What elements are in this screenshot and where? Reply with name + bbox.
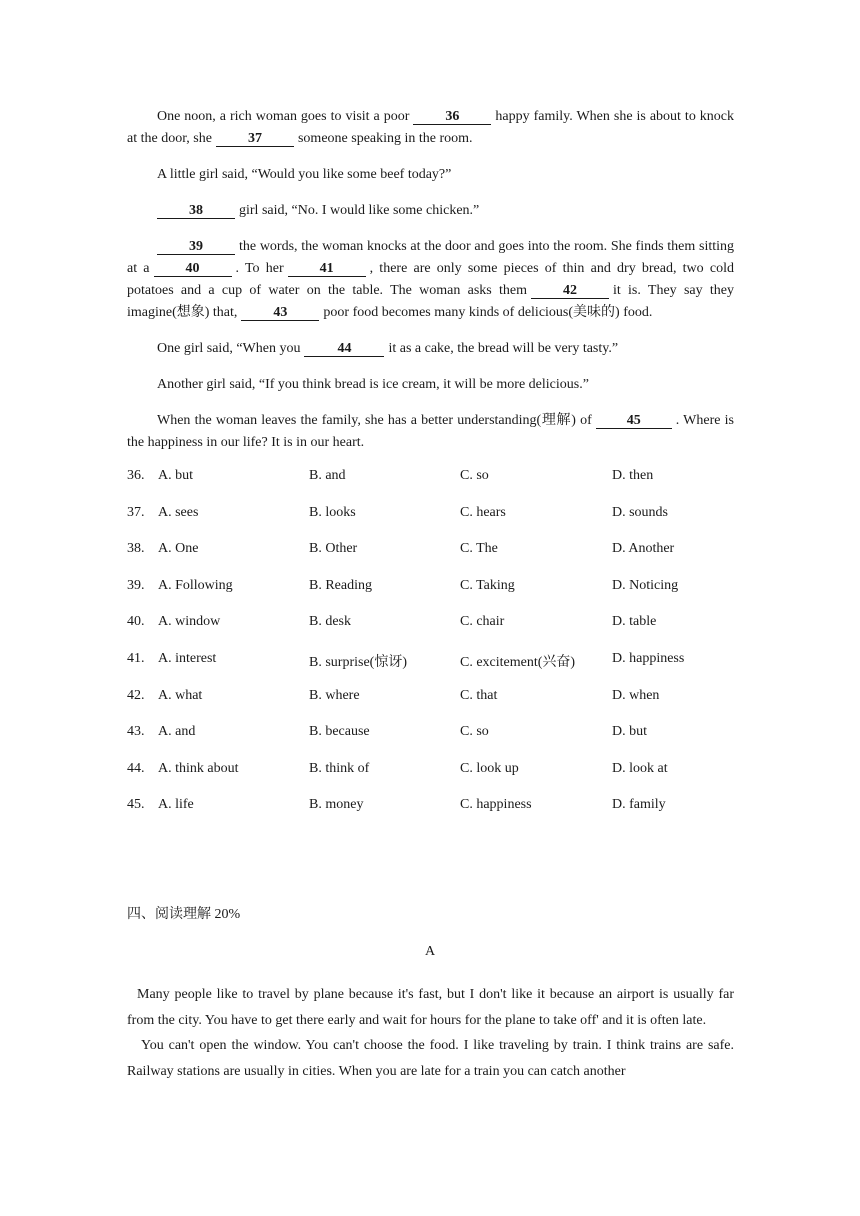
option-c: C. so	[460, 468, 489, 483]
option-d: D. look at	[612, 760, 668, 776]
cloze-paragraph-7	[127, 410, 734, 454]
option-a: A. and	[158, 724, 196, 740]
option-a: A. sees	[158, 504, 199, 520]
question-row	[127, 724, 734, 761]
question-number: 38.	[127, 541, 145, 557]
question-row	[127, 468, 734, 505]
question-number: 45.	[127, 797, 145, 813]
option-b: B. money	[309, 797, 364, 813]
option-d: D. when	[612, 687, 660, 703]
option-c: C. happiness	[460, 797, 532, 813]
blank-42: 42	[531, 283, 609, 299]
passage-paragraph-2: You can't open the window. You can't choose the food. I like traveling by train. I think trains are safe. Railway stations are usually in cities. When you are late for a train you can catch another	[127, 1038, 734, 1079]
question-row	[127, 688, 734, 725]
blank-37: 37	[216, 131, 294, 147]
option-b: B. surprise(惊讶)	[309, 654, 407, 670]
blank-45: 45	[596, 413, 672, 429]
cloze-passage	[127, 106, 734, 834]
option-b: B. think of	[309, 760, 370, 776]
option-d: D. but	[612, 724, 647, 740]
cloze-text: . To her	[235, 261, 284, 276]
blank-44: 44	[304, 341, 384, 357]
question-row	[127, 614, 734, 651]
option-d: D. Another	[612, 541, 675, 557]
option-a: A. Following	[158, 577, 233, 593]
question-number: 43.	[127, 724, 145, 740]
question-row	[127, 651, 734, 688]
cloze-text: girl said, “No. I would like some chicken.”	[239, 203, 480, 218]
cloze-text: , there are only some pieces of thin and dry bread, two cold potatoes and a cup of water on the table. The woman asks them	[127, 261, 734, 298]
cloze-text: poor food becomes many kinds of delicious(美味的) food.	[323, 305, 653, 320]
question-row	[127, 505, 734, 542]
blank-36: 36	[413, 109, 491, 125]
option-b: B. desk	[309, 614, 351, 630]
option-a: A. what	[158, 687, 203, 703]
option-c: C. chair	[460, 614, 505, 630]
question-number: 40.	[127, 614, 145, 630]
reading-passage-a	[127, 982, 734, 1084]
cloze-paragraph-1	[127, 106, 734, 150]
question-number: 44.	[127, 760, 145, 776]
question-number: 42.	[127, 687, 145, 703]
cloze-paragraph-6	[127, 374, 734, 396]
cloze-text: One girl said, “When you	[157, 341, 301, 356]
option-b: B. Reading	[309, 577, 372, 593]
cloze-text: A little girl said, “Would you like some beef today?”	[157, 167, 452, 182]
option-a: A. window	[158, 614, 221, 630]
section-heading: 四、阅读理解 20%	[127, 907, 241, 922]
cloze-text: . Where is the happiness in our life? It is in our heart.	[127, 413, 734, 450]
cloze-paragraph-4	[127, 236, 734, 324]
cloze-text: One noon, a rich woman goes to visit a poor	[157, 109, 410, 124]
question-options-list	[127, 468, 734, 834]
option-d: D. happiness	[612, 650, 685, 666]
blank-39: 39	[157, 239, 235, 255]
option-c: C. so	[460, 724, 489, 740]
cloze-text: someone speaking in the room.	[297, 131, 473, 146]
passage-paragraph-1: Many people like to travel by plane because it's fast, but I don't like it because an airport is usually far from the city. You have to get there early and wait for hours for the plane to take off' and it is often late.	[127, 987, 734, 1028]
cloze-paragraph-5	[127, 338, 734, 360]
option-d: D. then	[612, 468, 654, 483]
option-b: B. where	[309, 687, 360, 703]
option-c: C. hears	[460, 504, 506, 520]
cloze-text: When the woman leaves the family, she has a better understanding(理解) of	[157, 413, 592, 428]
blank-43: 43	[241, 305, 319, 321]
cloze-text: it is. They say they imagine(想象) that,	[127, 283, 734, 320]
option-c: C. The	[460, 541, 498, 557]
question-row	[127, 541, 734, 578]
question-number: 39.	[127, 577, 145, 593]
cloze-text: Another girl said, “If you think bread is ice cream, it will be more delicious.”	[157, 377, 589, 392]
blank-40: 40	[154, 261, 232, 277]
option-c: C. that	[460, 687, 498, 703]
option-a: A. life	[158, 797, 194, 813]
question-number: 36.	[127, 468, 145, 483]
option-b: B. because	[309, 724, 370, 740]
option-d: D. family	[612, 797, 666, 813]
option-c: C. excitement(兴奋)	[460, 654, 576, 670]
option-b: B. and	[309, 468, 346, 483]
question-number: 37.	[127, 504, 145, 520]
option-d: D. table	[612, 614, 657, 630]
cloze-text: it as a cake, the bread will be very tasty.”	[388, 341, 619, 356]
option-d: D. Noticing	[612, 577, 679, 593]
question-number: 41.	[127, 650, 145, 666]
question-row	[127, 797, 734, 834]
option-b: B. Other	[309, 541, 358, 557]
option-a: A. interest	[158, 650, 217, 666]
cloze-text: happy family. When she is about to knock at the door, she	[127, 109, 735, 146]
option-a: A. One	[158, 541, 199, 557]
cloze-text: the words, the woman knocks at the door and goes into the room. She finds them sitting at a	[127, 239, 734, 276]
passage-label: A	[424, 944, 436, 959]
option-c: C. look up	[460, 760, 519, 776]
option-b: B. looks	[309, 504, 356, 520]
cloze-paragraph-2	[127, 164, 734, 186]
blank-38: 38	[157, 203, 235, 219]
cloze-paragraph-3	[127, 200, 734, 222]
blank-41: 41	[288, 261, 366, 277]
option-a: A. think about	[158, 760, 239, 776]
question-row	[127, 578, 734, 615]
option-a: A. but	[158, 468, 193, 483]
question-row	[127, 761, 734, 798]
option-d: D. sounds	[612, 504, 669, 520]
option-c: C. Taking	[460, 577, 515, 593]
